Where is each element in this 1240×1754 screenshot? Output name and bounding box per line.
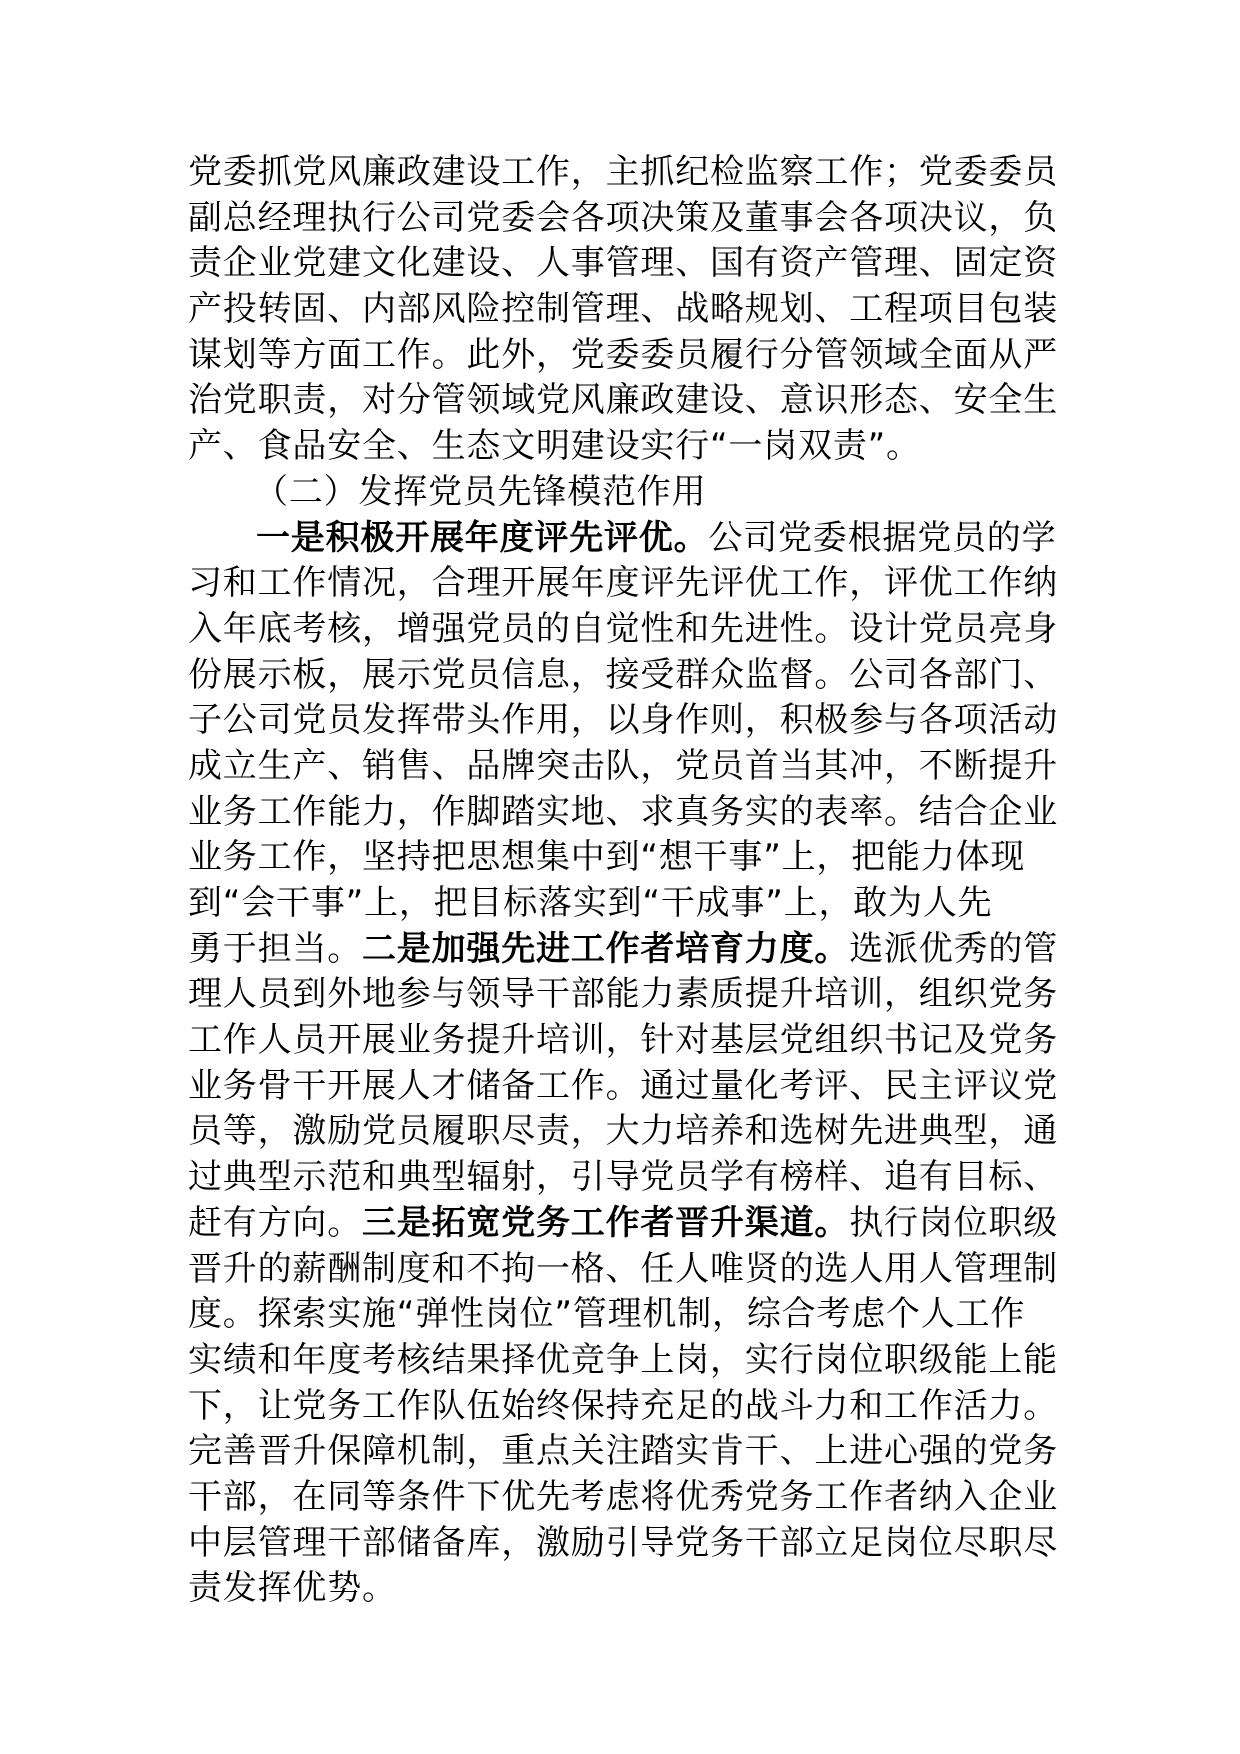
text-line bbox=[188, 927, 1068, 973]
body-text bbox=[188, 150, 1068, 1612]
text-segment: 中层管理干部储备库，激励引导党务干部立足岗位尽职尽 bbox=[188, 1522, 1058, 1563]
text-segment: 份展示板，展示党员信息，接受群众监督。公司各部门、 bbox=[188, 654, 1058, 695]
text-segment: 过典型示范和典型辐射，引导党员学有榜样、追有目标、 bbox=[188, 1157, 1058, 1198]
text-line bbox=[188, 561, 1068, 607]
paragraph-first-line bbox=[188, 516, 1068, 562]
text-line bbox=[188, 744, 1068, 790]
text-line bbox=[188, 1566, 1068, 1612]
text-line bbox=[188, 196, 1068, 242]
text-line bbox=[188, 698, 1068, 744]
text-segment: 理人员到外地参与领导干部能力素质提升培训，组织党务 bbox=[188, 974, 1058, 1015]
text-line bbox=[188, 1201, 1068, 1247]
text-segment: 治党职责，对分管领域党风廉政建设、意识形态、安全生 bbox=[188, 380, 1058, 421]
text-line bbox=[188, 424, 1068, 470]
text-line bbox=[188, 972, 1068, 1018]
text-line bbox=[188, 653, 1068, 699]
text-segment: 实绩和年度考核结果择优竞争上岗，实行岗位职级能上能 bbox=[188, 1339, 1058, 1380]
text-segment: 业务工作，坚持把思想集中到“想干事”上，把能力体现 bbox=[188, 837, 1026, 878]
text-segment: 副总经理执行公司党委会各项决策及董事会各项决议，负 bbox=[188, 197, 1058, 238]
text-segment: 产投转固、内部风险控制管理、战略规划、工程项目包装 bbox=[188, 289, 1058, 330]
text-segment: 业务骨干开展人才储备工作。通过量化考评、民主评议党 bbox=[188, 1065, 1058, 1106]
text-line bbox=[188, 1338, 1068, 1384]
text-segment: 晋升的薪酬制度和不拘一格、任人唯贤的选人用人管理制 bbox=[188, 1248, 1058, 1289]
text-line bbox=[188, 333, 1068, 379]
section-heading-text: （二）发挥党员先锋模范作用 bbox=[254, 471, 707, 512]
text-segment: 业务工作能力，作脚踏实地、求真务实的表率。结合企业 bbox=[188, 791, 1058, 832]
text-line bbox=[188, 790, 1068, 836]
text-segment: 勇于担当。 bbox=[188, 928, 362, 969]
text-segment: 下，让党务工作队伍始终保持充足的战斗力和工作活力。 bbox=[188, 1385, 1058, 1426]
text-line bbox=[188, 287, 1068, 333]
text-line bbox=[188, 1429, 1068, 1475]
text-segment: 产、食品安全、生态文明建设实行“一岗双责”。 bbox=[188, 426, 921, 467]
bold-lead-in: 一是积极开展年度评先评优。 bbox=[256, 517, 709, 558]
bold-lead-in: 二是加强先进工作者培育力度。 bbox=[362, 928, 850, 969]
text-line bbox=[188, 1018, 1068, 1064]
text-line bbox=[188, 835, 1068, 881]
text-segment: 干部，在同等条件下优先考虑将优秀党务工作者纳入企业 bbox=[188, 1476, 1058, 1517]
text-segment: 员等，激励党员履职尽责，大力培养和选树先进典型，通 bbox=[188, 1111, 1058, 1152]
section-heading bbox=[188, 470, 1068, 516]
text-line bbox=[188, 881, 1068, 927]
text-segment: 度。探索实施“弹性岗位”管理机制，综合考虑个人工作 bbox=[188, 1294, 1026, 1335]
text-line bbox=[188, 607, 1068, 653]
text-segment: 谋划等方面工作。此外，党委委员履行分管领域全面从严 bbox=[188, 334, 1058, 375]
text-segment: 执行岗位职级 bbox=[849, 1202, 1059, 1243]
text-line bbox=[188, 241, 1068, 287]
text-line bbox=[188, 1109, 1068, 1155]
bold-lead-in: 三是拓宽党务工作者晋升渠道。 bbox=[362, 1202, 850, 1243]
text-segment: 习和工作情况，合理开展年度评先评优工作，评优工作纳 bbox=[188, 563, 1058, 604]
text-segment: 公司党委根据党员的学 bbox=[708, 517, 1057, 558]
text-segment: 党委抓党风廉政建设工作，主抓纪检监察工作；党委委员 bbox=[188, 152, 1058, 192]
text-segment: 责发挥优势。 bbox=[188, 1568, 397, 1609]
text-segment: 入年底考核，增强党员的自觉性和先进性。设计党员亮身 bbox=[188, 608, 1058, 649]
text-line bbox=[188, 1064, 1068, 1110]
text-line bbox=[188, 1384, 1068, 1430]
text-segment: 选派优秀的管 bbox=[849, 928, 1059, 969]
text-line bbox=[188, 1521, 1068, 1567]
text-line bbox=[188, 1475, 1068, 1521]
text-segment: 子公司党员发挥带头作用，以身作则，积极参与各项活动 bbox=[188, 700, 1058, 741]
text-line bbox=[188, 1247, 1068, 1293]
text-segment: 赶有方向。 bbox=[188, 1202, 362, 1243]
text-segment: 责企业党建文化建设、人事管理、国有资产管理、固定资 bbox=[188, 243, 1058, 284]
text-segment: 成立生产、销售、品牌突击队，党员首当其冲，不断提升 bbox=[188, 745, 1058, 786]
text-line bbox=[188, 1292, 1068, 1338]
text-line bbox=[188, 1155, 1068, 1201]
text-segment: 工作人员开展业务提升培训，针对基层党组织书记及党务 bbox=[188, 1020, 1058, 1061]
text-line bbox=[188, 150, 1068, 196]
text-line bbox=[188, 378, 1068, 424]
text-segment: 到“会干事”上，把目标落实到“干成事”上，敢为人先 bbox=[188, 883, 993, 923]
text-segment: 完善晋升保障机制，重点关注踏实肯干、上进心强的党务 bbox=[188, 1431, 1058, 1472]
